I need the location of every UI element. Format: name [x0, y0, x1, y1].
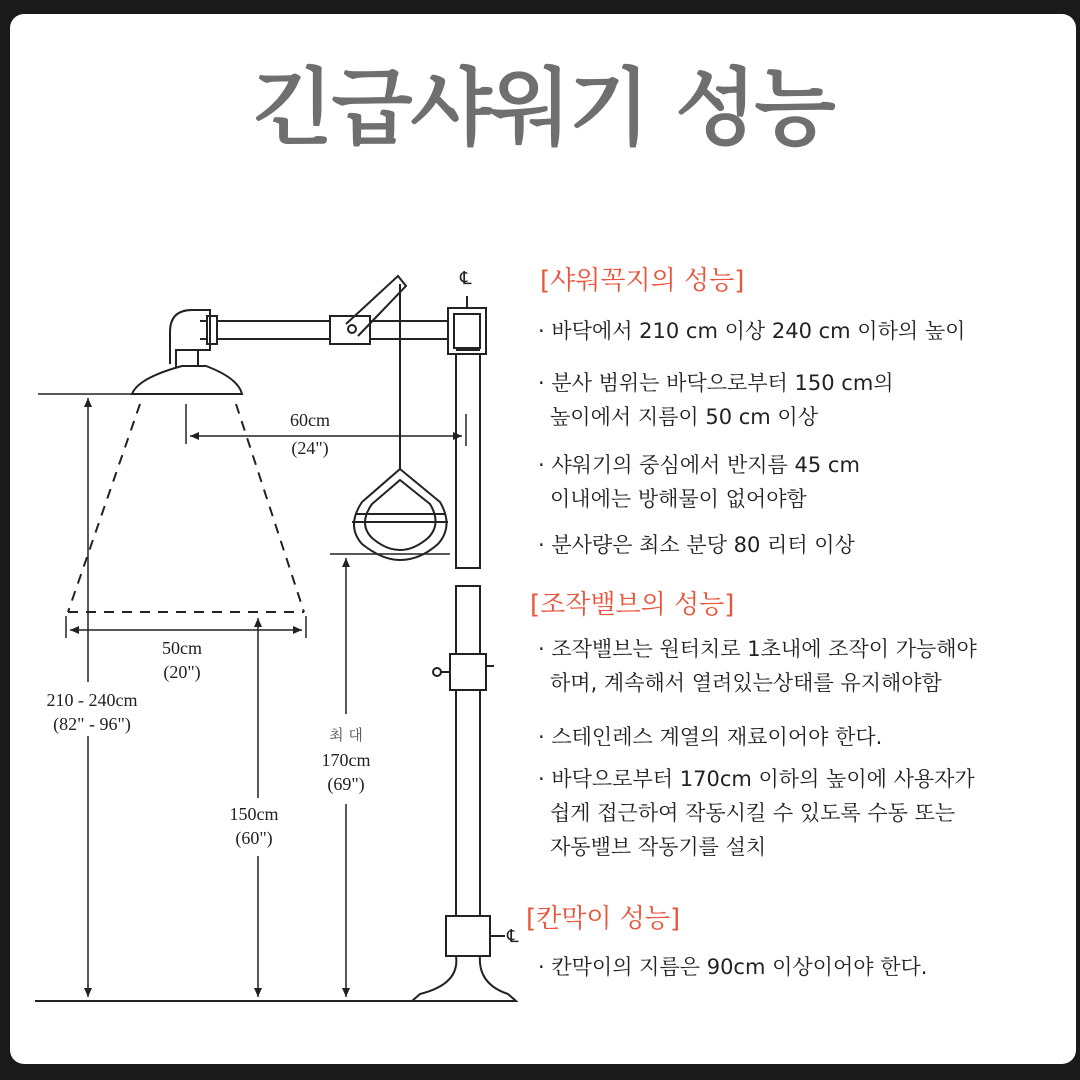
base-valve [446, 916, 490, 956]
label-height-150-in: (60") [235, 828, 273, 848]
list-item: · 스테인레스 계열의 재료이어야 한다. [538, 725, 883, 749]
list-item: · 조작밸브는 원터치로 1초내에 조작이 가능해야 하며, 계속해서 열려있는상태를 유지해야함 [538, 637, 977, 695]
label-height-150: 150cm [229, 804, 279, 824]
list-item: · 바닥에서 210 cm 이상 240 cm 이하의 높이 [538, 319, 966, 343]
list-item: · 분사량은 최소 분당 80 리터 이상 [538, 533, 855, 557]
label-height-210-in: (82" - 96") [53, 714, 131, 734]
centerline-symbol-valve: ℄ [507, 926, 519, 946]
shower-head [132, 366, 242, 394]
label-width-60-in: (24") [291, 438, 329, 458]
list-item: · 칸막이의 지름은 90cm 이상이어야 한다. [538, 955, 928, 979]
list-item: · 바닥으로부터 170cm 이하의 높이에 사용자가 쉽게 접근하여 작동시킬 수 있도록 수동 또는 자동밸브 작동기를 설치 [538, 767, 975, 859]
upper-vertical-pipe [456, 332, 480, 568]
label-height-170-in: (69") [327, 774, 365, 794]
pipe-base [412, 956, 516, 1001]
section-heading-shower-head: [샤워꼭지의 성능] [540, 266, 745, 296]
label-width-60: 60cm [290, 410, 330, 430]
label-height-170: 170cm [321, 750, 371, 770]
section-heading-control-valve: [조작밸브의 성능] [530, 590, 735, 620]
content-panel [10, 14, 1076, 1064]
centerline-symbol-top: ℄ [460, 268, 472, 288]
section-heading-partition: [칸막이 성능] [526, 904, 681, 934]
label-height-210: 210 - 240cm [46, 690, 138, 710]
list-item: · 샤워기의 중심에서 반지름 45 cm 이내에는 방해물이 없어야함 [538, 453, 860, 511]
page-title: 긴급샤워기 성능 [252, 59, 834, 157]
control-valve [450, 654, 486, 690]
shower-diagram [10, 14, 530, 1064]
list-item: · 분사 범위는 바닥으로부터 150 cm의 높이에서 지름이 50 cm 이상 [538, 371, 894, 429]
label-width-50: 50cm [162, 638, 202, 658]
label-max: 최 대 [329, 726, 363, 744]
label-width-50-in: (20") [163, 662, 201, 682]
lower-vertical-pipe [456, 586, 480, 946]
